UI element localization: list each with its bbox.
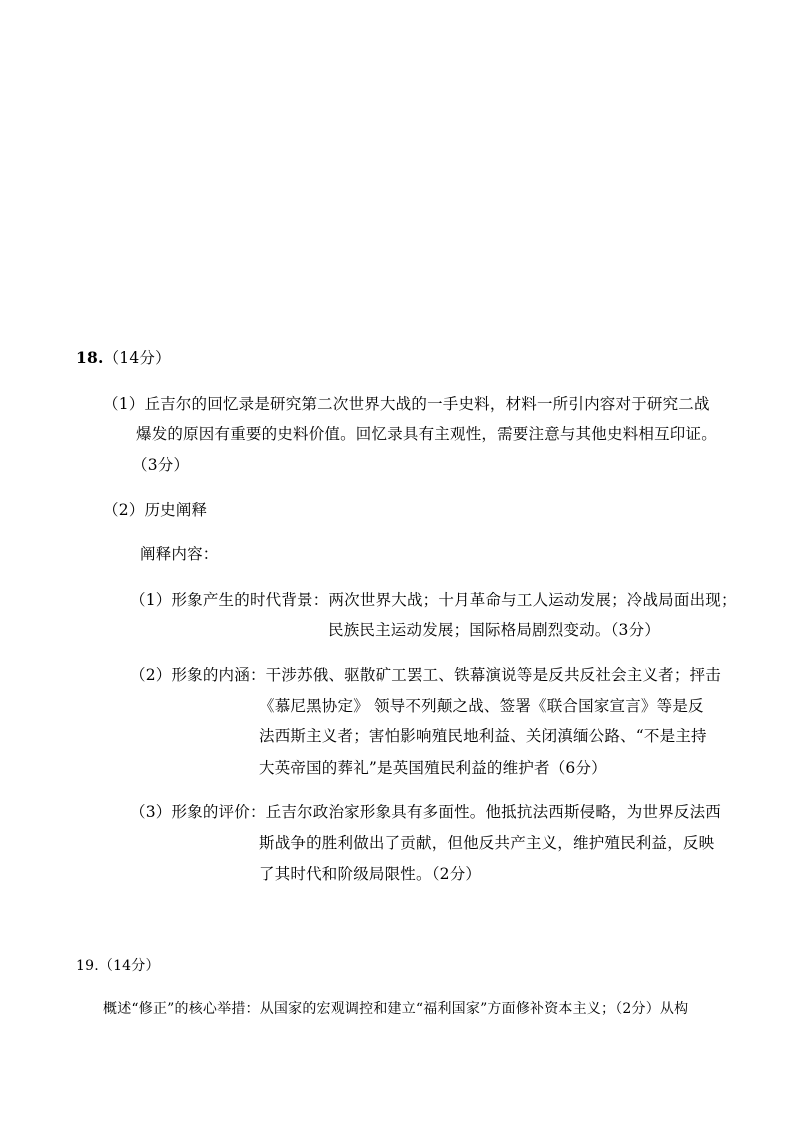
q18-part2-title: （2）历史阐释 <box>103 501 208 519</box>
q18-item3-line1: （3）形象的评价：丘吉尔政治家形象具有多面性。他抵抗法西斯侵略，为世界反法西 <box>130 803 721 821</box>
q18-item2-line4: 大英帝国的葬礼”是英国殖民利益的维护者（6分） <box>259 759 607 777</box>
q19-heading: 19.（14分） <box>76 958 160 974</box>
q18-item2-line1: （2）形象的内涵：干涉苏俄、驱散矿工罢工、铁幕演说等是反共反社会主义者；抨击 <box>130 666 721 684</box>
q18-item3-line3: 了其时代和阶级局限性。（2分） <box>259 865 482 883</box>
q18-item3-line2: 斯战争的胜利做出了贡献，但他反共产主义，维护殖民利益，反映 <box>259 834 715 852</box>
q18-item1-line1: （1）形象产生的时代背景：两次世界大战；十月革命与工人运动发展；冷战局面出现； <box>130 591 737 609</box>
q18-part1-line3: （3分） <box>132 456 190 474</box>
q18-item2-line3: 法西斯主义者；害怕影响殖民地利益、关闭滇缅公路、“不是主持 <box>259 727 707 745</box>
q18-number: 18. <box>76 348 104 367</box>
q18-part2-subtitle: 阐释内容： <box>140 545 219 563</box>
q18-part1-line1: （1）丘吉尔的回忆录是研究第二次世界大战的一手史料，材料一所引内容对于研究二战 <box>103 395 710 413</box>
q18-item1-line2: 民族民主运动发展；国际格局剧烈变动。（3分） <box>328 621 661 639</box>
q18-score: （14分） <box>103 349 171 367</box>
q18-item2-line2: 《慕尼黑协定》 领导不列颠之战、签署《联合国家宣言》等是反 <box>259 697 704 715</box>
q19-line1: 概述“修正”的核心举措：从国家的宏观调控和建立“福利国家”方面修补资本主义；（2分）从构 <box>103 1001 689 1017</box>
q18-heading <box>76 348 171 368</box>
q18-part1-line2: 爆发的原因有重要的史料价值。回忆录具有主观性，需要注意与其他史料相互印证。 <box>136 425 717 443</box>
